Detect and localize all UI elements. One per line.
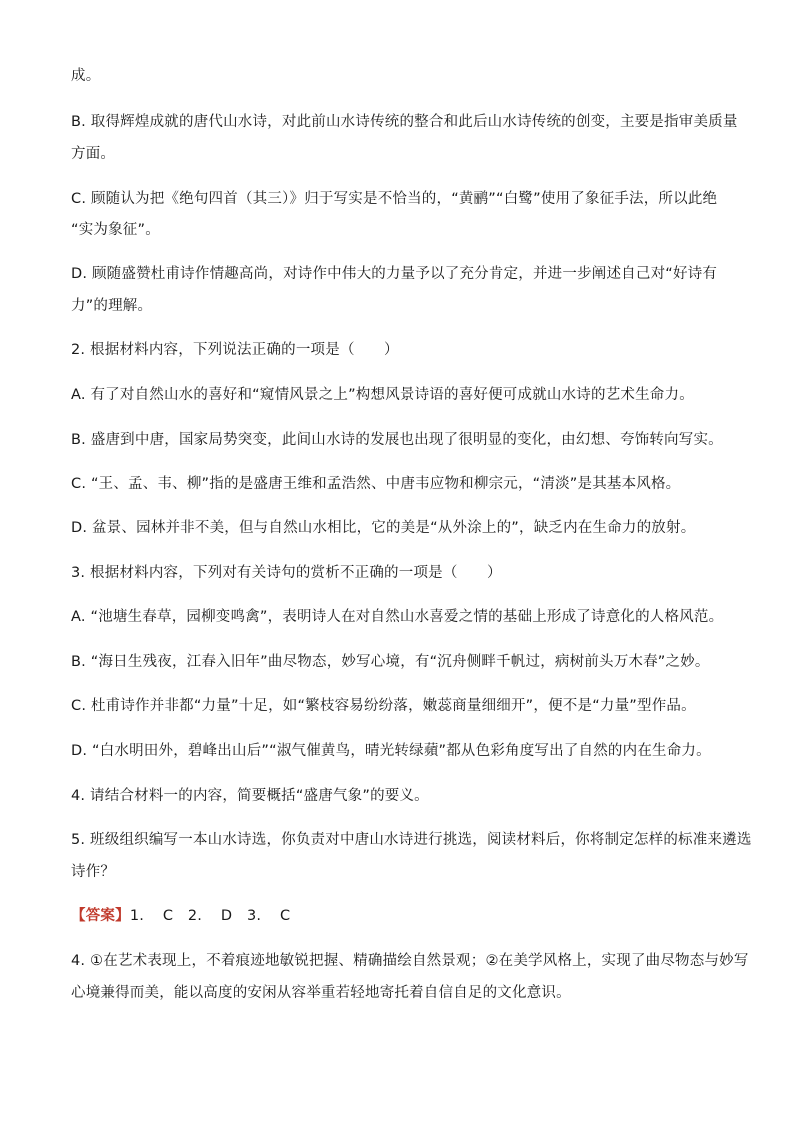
answer-line bbox=[71, 906, 290, 926]
answer-label: 【答案】 bbox=[71, 908, 130, 924]
q2-option-d: D. 盆景、园林并非不美，但与自然山水相比，它的美是“从外涂上的”，缺乏内在生命力的放射。 bbox=[71, 520, 696, 536]
option-c-line-2: “实为象征”。 bbox=[71, 222, 160, 238]
option-b-line-1: B. 取得辉煌成就的唐代山水诗，对此前山水诗传统的整合和此后山水诗传统的创变，主要是指审美质量 bbox=[71, 114, 738, 130]
question-5-line-1: 5. 班级组织编写一本山水诗选，你负责对中唐山水诗进行挑选，阅读材料后，你将制定怎样的标准来遴选 bbox=[71, 832, 752, 848]
question-5-line-2: 诗作？ bbox=[71, 864, 116, 880]
q2-option-a: A. 有了对自然山水的喜好和“窥情风景之上”构想风景诗语的喜好便可成就山水诗的艺术生命力。 bbox=[71, 387, 694, 403]
question-3: 3. 根据材料内容，下列对有关诗句的赏析不正确的一项是（ ） bbox=[71, 565, 502, 581]
q3-option-b: B. “海日生残夜，江春入旧年”曲尽物态，妙写心境，有“沉舟侧畔千帆过，病树前头万木春”之妙。 bbox=[71, 654, 710, 670]
question-2: 2. 根据材料内容，下列说法正确的一项是（ ） bbox=[71, 342, 399, 358]
answer-4-line-1: 4. ①在艺术表现上，不着痕迹地敏锐把握、精确描绘自然景观；②在美学风格上，实现了曲尽物态与妙写 bbox=[71, 953, 749, 969]
option-d-line-2: 力”的理解。 bbox=[71, 298, 153, 314]
question-4: 4. 请结合材料一的内容，简要概括“盛唐气象”的要义。 bbox=[71, 788, 429, 804]
text-line: 成。 bbox=[71, 68, 101, 84]
option-b-line-2: 方面。 bbox=[71, 146, 116, 162]
q2-option-c: C. “王、孟、韦、柳”指的是盛唐王维和孟浩然、中唐韦应物和柳宗元，“清淡”是其基本风格。 bbox=[71, 476, 681, 492]
q2-option-b: B. 盛唐到中唐，国家局势突变，此间山水诗的发展也出现了很明显的变化，由幻想、夸饰转向写实。 bbox=[71, 432, 723, 448]
q3-option-a: A. “池塘生春草，园柳变鸣禽”，表明诗人在对自然山水喜爱之情的基础上形成了诗意化的人格风范。 bbox=[71, 609, 724, 625]
answer-4-line-2: 心境兼得而美，能以高度的安闲从容举重若轻地寄托着自信自足的文化意识。 bbox=[71, 985, 571, 1001]
q3-option-c: C. 杜甫诗作并非都“力量”十足，如“繁枝容易纷纷落，嫩蕊商量细细开”，便不是“力量”型作品。 bbox=[71, 698, 696, 714]
answer-values: 1. C 2. D 3. C bbox=[129, 908, 291, 924]
q3-option-d: D. “白水明田外，碧峰出山后”“淑气催黄鸟，晴光转绿蘋”都从色彩角度写出了自然的内在生命力。 bbox=[71, 743, 711, 759]
option-c-line-1: C. 顾随认为把《绝句四首（其三）》归于写实是不恰当的，“黄鹂”“白鹭”使用了象征手法，所以此绝 bbox=[71, 191, 718, 207]
option-d-line-1: D. 顾随盛赞杜甫诗作情趣高尚，对诗作中伟大的力量予以了充分肯定，并进一步阐述自己对“好诗有 bbox=[71, 266, 718, 282]
